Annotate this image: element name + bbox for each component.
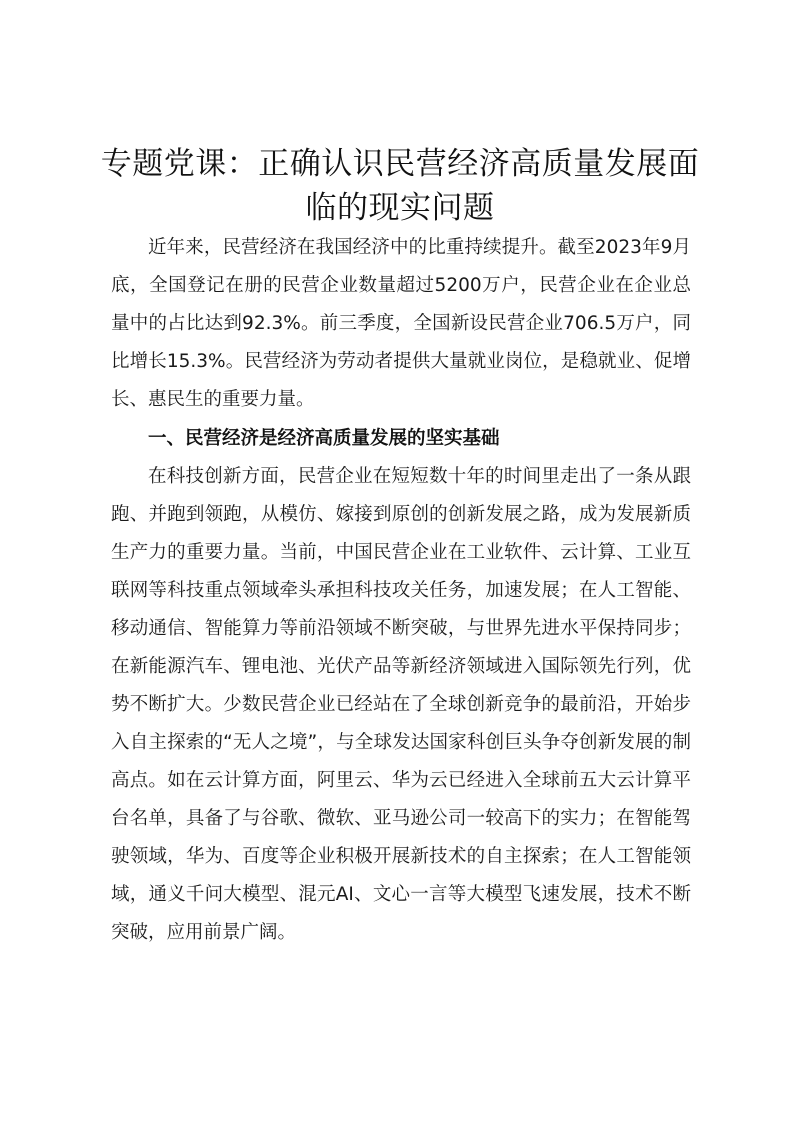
paragraph-tech-innovation: 在科技创新方面，民营企业在短短数十年的时间里走出了一条从跟跑、并跑到领跑，从模仿、嫁接到原创的创新发展之路，成为发展新质生产力的重要力量。当前，中国民营企业在工业软件、云计算、工业互联网等科技重点领域牵头承担科技攻关任务，加速发展；在人工智能、移动通信、智能算力等前沿领域不断突破，与世界先进水平保持同步；在新能源汽车、锂电池、光伏产品等新经济领域进入国际领先行列，优势不断扩大。少数民营企业已经站在了全球创新竞争的最前沿，开始步入自主探索的“无人之境”，与全球发达国家科创巨头争夺创新发展的制高点。如在云计算方面，阿里云、华为云已经进入全球前五大云计算平台名单，具备了与谷歌、微软、亚马逊公司一较高下的实力；在智能驾驶领域，华为、百度等企业积极开展新技术的自主探索；在人工智能领域，通义千问大模型、混元AI、文心一言等大模型飞速发展，技术不断突破，应用前景广阔。 [111, 466, 691, 943]
paragraph-intro: 近年来，民营经济在我国经济中的比重持续提升。截至2023年9月底，全国登记在册的民营企业数量超过5200万户，民营企业在企业总量中的占比达到92.3%。前三季度，全国新设民营企业706.5万户，同比增长15.3%。民营经济为劳动者提供大量就业岗位，是稳就业、促增长、惠民生的重要力量。 [111, 237, 691, 410]
section-heading-1: 一、民营经济是经济高质量发展的坚实基础 [148, 428, 500, 449]
document-title: 专题党课：正确认识民营经济高质量发展面临的现实问题 [100, 146, 700, 226]
